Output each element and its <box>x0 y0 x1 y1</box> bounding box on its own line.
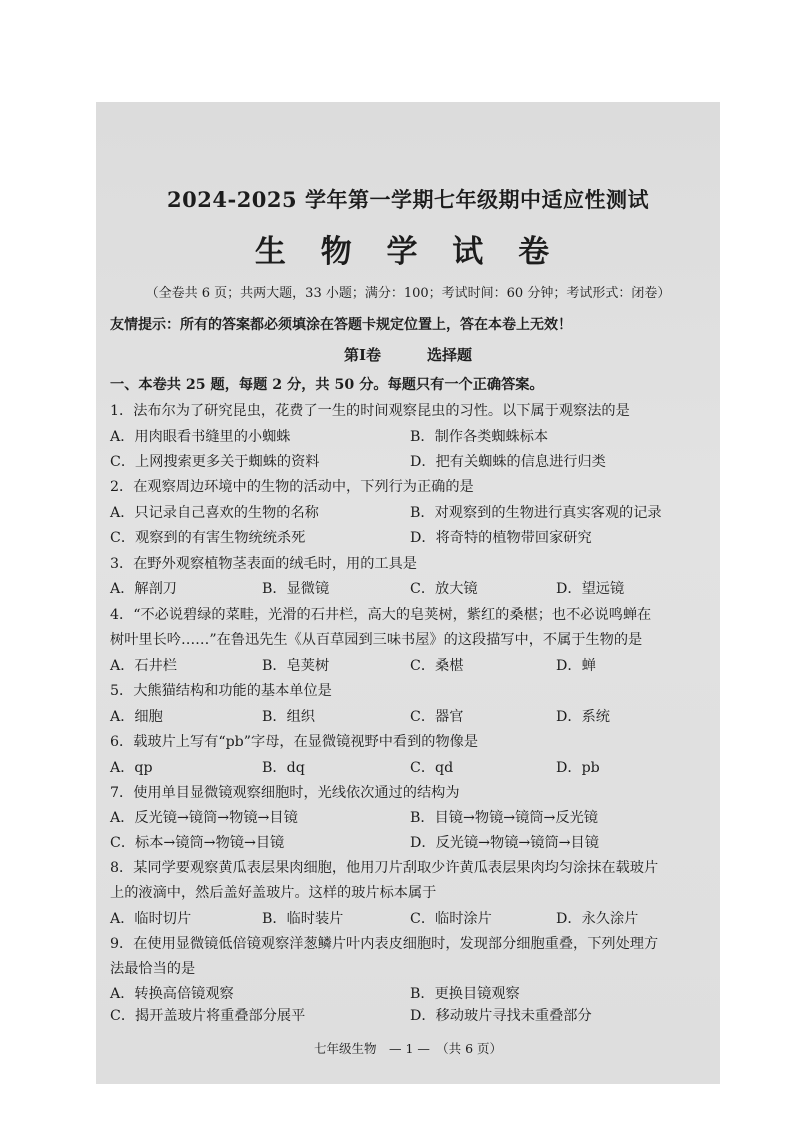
question-1: 1．法布尔为了研究昆虫，花费了一生的时间观察昆虫的习性。以下属于观察法的是 <box>110 403 630 419</box>
q7-option-d: D．反光镜→物镜→镜筒→目镜 <box>410 835 599 851</box>
q9-option-a: A．转换高倍镜观察 <box>110 986 234 1002</box>
q6-option-a: A．qp <box>110 760 153 776</box>
q4-option-c: C．桑椹 <box>410 658 464 674</box>
q8-option-d: D．永久涂片 <box>556 911 639 927</box>
question-9-line1: 9．在使用显微镜低倍镜观察洋葱鳞片叶内表皮细胞时，发现部分细胞重叠，下列处理方 <box>110 936 659 952</box>
exam-sheet <box>96 102 720 1084</box>
q7-option-c: C．标本→镜筒→物镜→目镜 <box>110 835 285 851</box>
q1-option-d: D．把有关蜘蛛的信息进行归类 <box>410 454 606 470</box>
subject-title: 生 物 学 试 卷 <box>254 234 562 270</box>
q7-option-a: A．反光镜→镜筒→物镜→目镜 <box>110 810 298 826</box>
q2-option-a: A．只记录自己喜欢的生物的名称 <box>110 505 319 521</box>
q5-option-c: C．器官 <box>410 709 464 725</box>
exam-info: （全卷共 6 页；共两大题，33 小题；满分：100；考试时间：60 分钟；考试形式：闭卷） <box>145 286 671 301</box>
q2-option-d: D．将奇特的植物带回家研究 <box>410 530 592 546</box>
q1-option-b: B．制作各类蜘蛛标本 <box>410 429 549 445</box>
page-footer: 七年级生物 — 1 — （共 6 页） <box>313 1041 503 1056</box>
q4-option-a: A．石井栏 <box>110 658 177 674</box>
question-8-line1: 8．某同学要观察黄瓜表层果肉细胞，他用刀片刮取少许黄瓜表层果肉均匀涂抹在载玻片 <box>110 860 659 876</box>
question-4-line1: 4．“不必说碧绿的菜畦，光滑的石井栏，高大的皂荚树，紫红的桑椹；也不必说鸣蝉在 <box>110 607 652 623</box>
q2-option-c: C．观察到的有害生物统统杀死 <box>110 530 306 546</box>
q5-option-b: B．组织 <box>262 709 315 725</box>
q9-option-c: C．揭开盖玻片将重叠部分展平 <box>110 1008 306 1024</box>
question-7: 7．使用单目显微镜观察细胞时，光线依次通过的结构为 <box>110 785 460 801</box>
q6-option-b: B．dq <box>262 760 305 776</box>
question-5: 5．大熊猫结构和功能的基本单位是 <box>110 683 332 699</box>
q3-option-c: C．放大镜 <box>410 581 478 597</box>
q1-option-c: C．上网搜索更多关于蜘蛛的资料 <box>110 454 320 470</box>
q4-option-d: D．蝉 <box>556 658 596 674</box>
q3-option-d: D．望远镜 <box>556 581 625 597</box>
q8-option-a: A．临时切片 <box>110 911 192 927</box>
question-9-line2: 法最恰当的是 <box>110 961 196 977</box>
q3-option-b: B．显微镜 <box>262 581 330 597</box>
q5-option-a: A．细胞 <box>110 709 163 725</box>
q3-option-a: A．解剖刀 <box>110 581 177 597</box>
q5-option-d: D．系统 <box>556 709 610 725</box>
question-3: 3．在野外观察植物茎表面的绒毛时，用的工具是 <box>110 556 417 572</box>
question-2: 2．在观察周边环境中的生物的活动中，下列行为正确的是 <box>110 479 474 495</box>
section-name: 第Ⅰ卷 <box>343 346 381 364</box>
q1-option-a: A．用肉眼看书缝里的小蜘蛛 <box>110 429 291 445</box>
question-4-line2: 树叶里长吟……”在鲁迅先生《从百草园到三味书屋》的这段描写中，不属于生物的是 <box>110 632 643 648</box>
section-label: 选择题 <box>427 346 473 364</box>
q8-option-b: B．临时装片 <box>262 911 344 927</box>
question-6: 6．载玻片上写有“pb”字母，在显微镜视野中看到的物像是 <box>110 734 479 750</box>
q8-option-c: C．临时涂片 <box>410 911 492 927</box>
question-8-line2: 上的液滴中，然后盖好盖玻片。这样的玻片标本属于 <box>110 885 437 901</box>
q2-option-b: B．对观察到的生物进行真实客观的记录 <box>410 505 662 521</box>
q6-option-c: C．qd <box>410 760 454 776</box>
q4-option-b: B．皂荚树 <box>262 658 330 674</box>
q7-option-b: B．目镜→物镜→镜筒→反光镜 <box>410 810 598 826</box>
q9-option-d: D．移动玻片寻找未重叠部分 <box>410 1008 592 1024</box>
section-instruction: 一、本卷共 25 题，每题 2 分，共 50 分。每题只有一个正确答案。 <box>110 377 544 393</box>
q6-option-d: D．pb <box>556 760 600 776</box>
q9-option-b: B．更换目镜观察 <box>410 986 520 1002</box>
friendly-tip: 友情提示：所有的答案都必须填涂在答题卡规定位置上，答在本卷上无效！ <box>110 317 572 333</box>
exam-title: 2024-2025 学年第一学期七年级期中适应性测试 <box>167 187 649 212</box>
section-heading <box>96 344 720 365</box>
